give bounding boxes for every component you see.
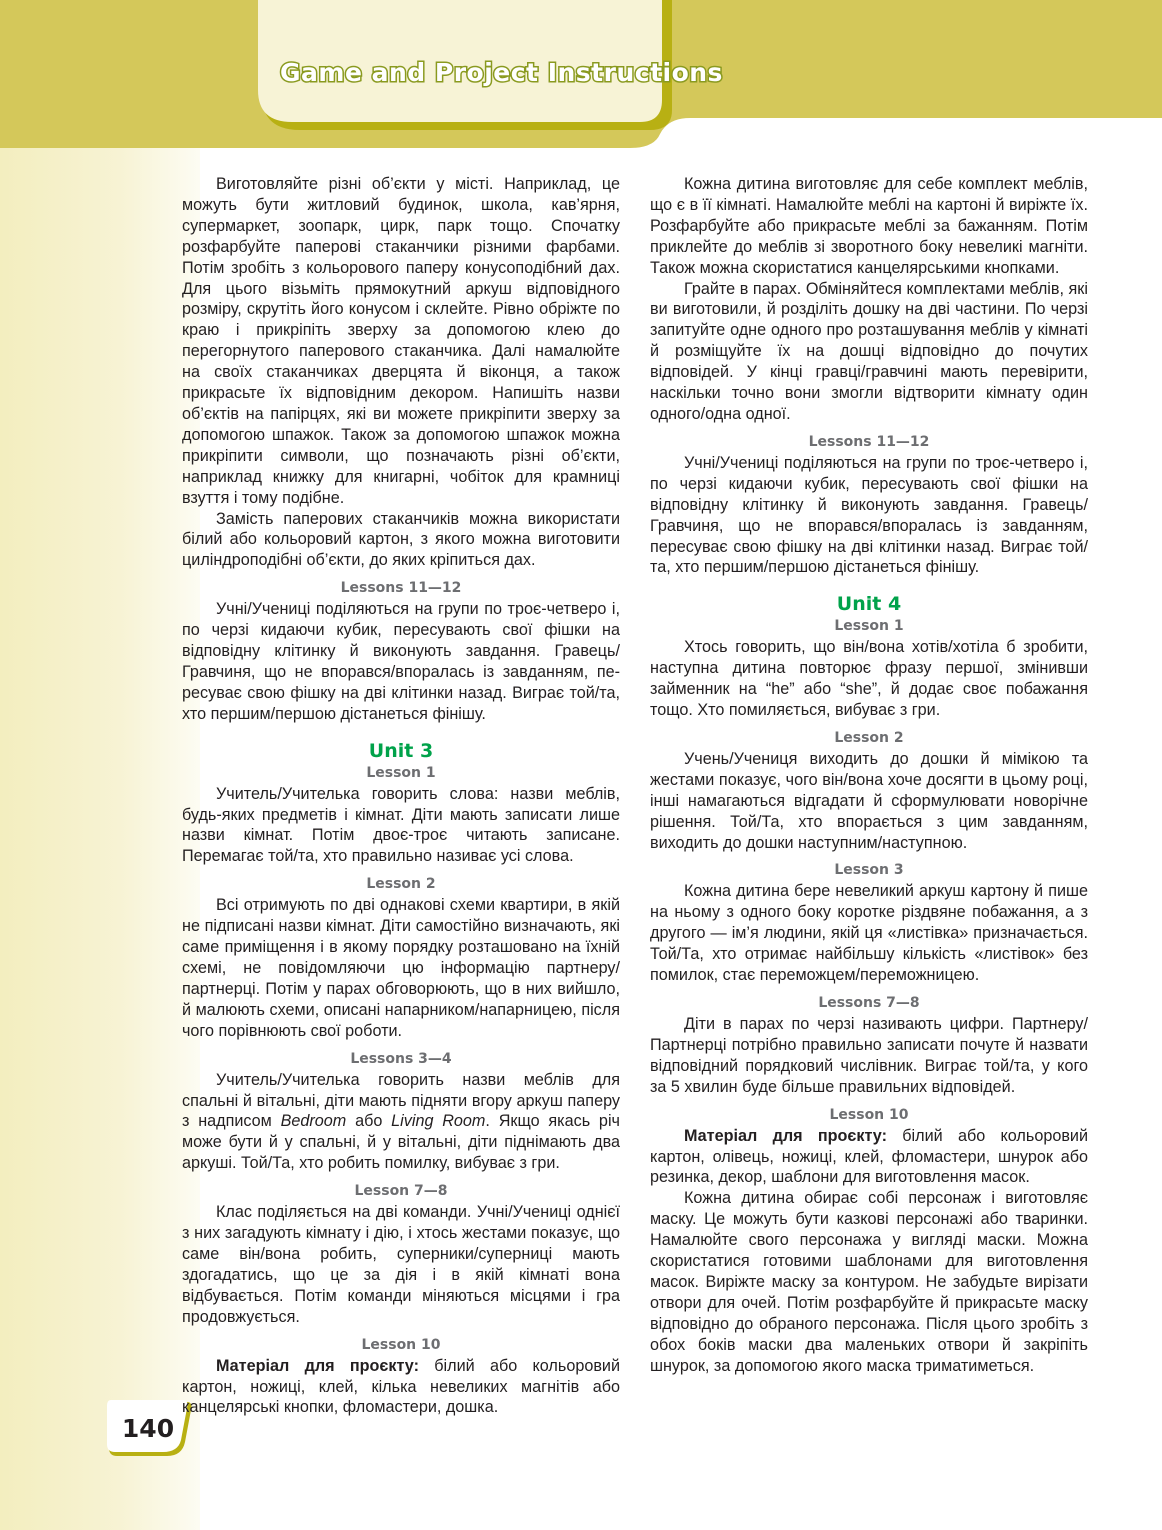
lesson-heading: Lessons 7—8 [818, 995, 920, 1011]
left-column [182, 174, 620, 1418]
lesson-heading: Lessons 11—12 [808, 433, 930, 450]
paragraph: Учні/Учениці поділяються на групи по троє-четверо і, по черзі кидаючи кубик, пересувають свої фішки на відповідну клітинку й виконують завдання. Гравець/Гравчиня, що не впорався/впоралась із завданням, пересуває свою фішку на дві клітинки назад. Виграє той/та, хто першим/першою дістанеться фінішу. [182, 600, 620, 723]
header-title: Game and Project Instructions [280, 58, 723, 87]
page-number: 140 [121, 1414, 175, 1443]
paragraph: Хтось говорить, що він/вона хотів/хотіла б зробити, наступна дитина повторює фразу першої, змінивши займенник на “he” або “she”, й додає своє побажання тощо. Хто помиляється, вибуває з гри. [650, 638, 1088, 720]
paragraph: Учитель/Учителька говорить слова: назви меблів, будь-яких предметів і кімнат. Діти мають записати лише назви кімнат. Потім двоє-троє читають записане. Перемагає той/та, хто правильно називає усі слова. [182, 784, 620, 866]
text: . Якщо якась річ може бути й у спальні, й у вітальні, діти піднімають два аркуші. Той/Та, хто робить помилку, вибуває з гри. [182, 1112, 620, 1173]
text: білий або кольоровий картон, олівець, ножиці, клей, фломастери, шнурок або резинка, декор, шаблони для виготовлення масок. [650, 1126, 1089, 1187]
text: або [346, 1112, 392, 1131]
paragraph [182, 1070, 620, 1175]
paragraph: Учні/Учениці поділяються на групи по троє-четверо і, по черзі кидаючи кубик, пересувають свої фішки на відповідну клітинку й виконують завдання. Гравець/Гравчиня, що не впорався/впоралась із завданням, пересуває свою фішку на дві клітинки назад. Виграє той/та, хто першим/першою дістанеться фінішу. [650, 453, 1088, 577]
lesson-heading: Lesson 10 [829, 1106, 909, 1123]
paragraph: Всі отримують по дві однакові схеми квартири, в якій не підписані назви кімнат. Діти самостійно визначають, які саме приміщення і в якому порядку розташовано на їхній схемі, не повідомляючи цю інформацію партнеру/партнерці. Потім у парах обговорюють, що в них вийшло, й малюють схеми, описані напарником/напарницею, після чого порівнюють свої роботи. [182, 896, 620, 1040]
paragraph: Кожна дитина бере невеликий аркуш картону й пише на ньому з одного боку коротке різдвяне побажання, а з другого — ім’я людини, якій ця «листівка» призначається. Той/Та, хто отримає найбільшу кількість «листівок» без помилок, стає переможцем/переможницею. [650, 882, 1088, 985]
lesson-heading: Lesson 1 [834, 618, 904, 635]
paragraph: Кожна дитина обирає собі персонаж і виготовляє маску. Це можуть бути казкові персонажі або тваринки. Намалюйте свого персонажа у вигляді маски. Можна скористатися готовими шаблонами для виготовлення масок. Виріжте маску за контуром. Не забудьте вирізати отвори для очей. Потім розфарбуйте й прикрасьте маску відповідно до обраного персонажа. Після цього зробіть з обох боків маски два маленьких отвори й закріпіть шнурок, за допомогою якого маска триматиметься. [650, 1189, 1088, 1375]
left-margin-band [0, 0, 200, 1530]
paragraph: Виготовляйте різні об’єкти у місті. Наприклад, це можуть бути житловий будинок, школа, кав’ярня, супермаркет, зоопарк, цирк, парк тощо. Спочатку розфарбуйте паперові стаканчики різними фарбами. Потім зробіть з кольорового паперу конусоподібний дах. Для цього візьміть прямокутний аркуш відповідного розміру, скрутіть його конусом і склейте. Рівно обріжте по краю і прикріпіть зверху за допомогою клею до перегорнутого паперового стаканчика. Далі намалюйте на своїх стаканчиках дверцята й віконця, а також прикрасьте їх відповідним декором. Напишіть назви об’єктів на папірцях, які ви можете прикріпити зверху за допомогою шпажок. Також за допомогою шпажок можна прикріпити символи, що позначають різні об’єкти, наприклад книжку для книгарні, чобіток для крамниці взуття і тому подібне. [182, 175, 620, 507]
paragraph: Клас поділяється на дві команди. Учні/Учениці однієї з них загадують кімнату і дію, і хтось жестами показує, що саме він/вона робить, суперники/суперниці мають здогадатись, що це за дія і в якій кімнаті вона відбувається. Потім команди міняються місцями і гра продовжується. [182, 1203, 620, 1326]
lesson-heading: Lessons 11—12 [340, 580, 462, 597]
paragraph: Замість паперових стаканчиків можна використати білий або кольоровий картон, з якого можна виготовити циліндроподібні об’єкти, до яких кріпиться дах. [182, 509, 620, 570]
paragraph [182, 1356, 620, 1419]
paragraph: Діти в парах по черзі називають цифри. Партнеру/Партнерці потрібно правильно записати почуте й назвати відповідний порядковий числівник. Виграє той/та, у кого за 5 хвилин буде більше правильних відповідей. [650, 1015, 1088, 1096]
unit-heading: Unit 3 [368, 739, 434, 762]
unit-heading: Unit 4 [836, 593, 902, 616]
paragraph: Грайте в парах. Обміняйтеся комплектами меблів, які ви виготовили, й розділіть дошку на дві частини. По черзі запитуйте одне одного про розташування меблів у кімнаті й розміщуйте їх на дошці відповідно до почутих відповідей. У кінці гравці/гравчині мають перевірити, наскільки точно вони змогли відтворити кімнату один одного/одна одної. [650, 279, 1088, 423]
italic-term: Bedroom [280, 1112, 347, 1131]
text: білий або кольоровий картон, ножиці, клей, кілька невеликих магнітів або канцелярські кнопки, фломастери, дошка. [182, 1356, 621, 1417]
bold-label: Матеріал для проєкту: [684, 1126, 887, 1145]
lesson-heading: Lessons 3—4 [350, 1050, 452, 1067]
lesson-heading: Lesson 10 [361, 1336, 441, 1353]
paragraph [650, 1126, 1088, 1189]
lesson-heading: Lesson 1 [366, 764, 436, 781]
text: Учитель/Учителька говорить назви меблів для спальні й вітальні, діти мають підняти вгору аркуш паперу з надписом [182, 1070, 620, 1131]
lesson-heading: Lesson 2 [834, 729, 904, 746]
italic-term: Living Room [391, 1112, 486, 1131]
lesson-heading: Lesson 2 [366, 876, 436, 893]
paragraph: Учень/Учениця виходить до дошки й мімікою та жестами показує, чого він/вона хоче досягти в цьому році, інші намагаються відгадати й сформулювати новорічне рішення. Той/Та, хто впорається з цим завданням, виходить до дошки наступним/наступною. [650, 749, 1088, 852]
bold-label: Матеріал для проєкту: [216, 1356, 419, 1375]
lesson-heading: Lesson 7—8 [354, 1183, 448, 1200]
right-column [650, 174, 1088, 1377]
paragraph: Кожна дитина виготовляє для себе комплект меблів, що є в її кімнаті. Намалюйте меблі на картоні й виріжте їх. Розфарбуйте або прикрасьте меблі за бажанням. Потім приклейте до меблів зі зворотного боку невеликі магніти. Також можна скористатися канцелярськими кнопками. [650, 175, 1088, 277]
lesson-heading: Lesson 3 [834, 862, 904, 879]
